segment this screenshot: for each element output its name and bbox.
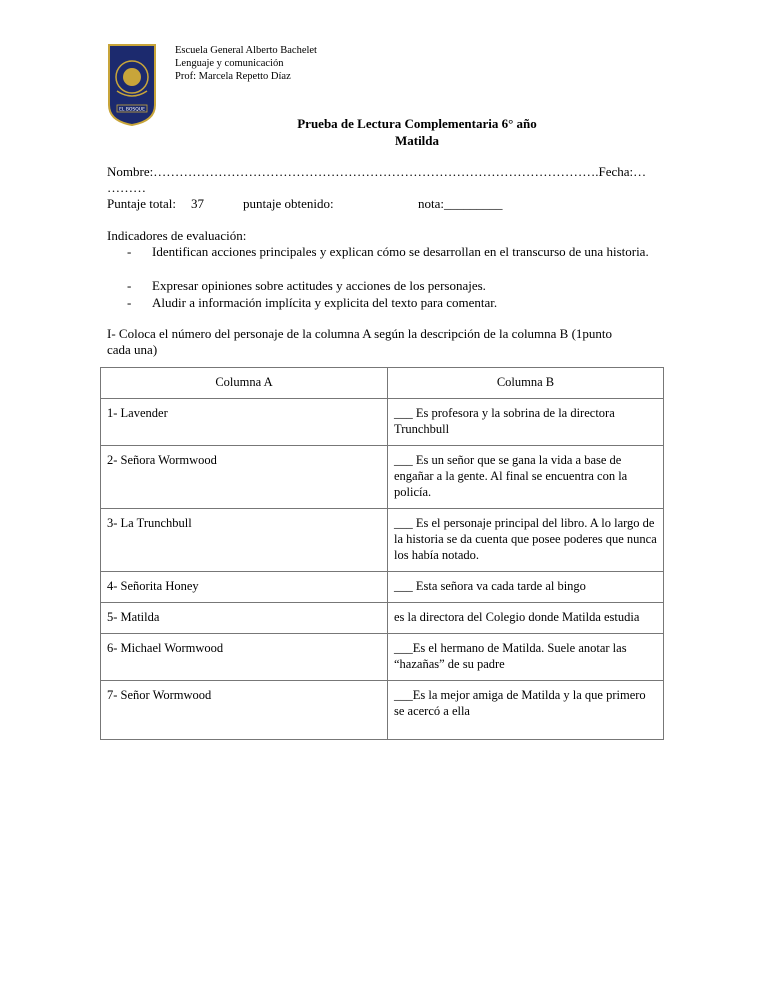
- subject-name: Lenguaje y comunicación: [175, 58, 284, 69]
- character-cell: 7- Señor Wormwood: [101, 681, 388, 740]
- school-name: Escuela General Alberto Bachelet: [175, 45, 317, 56]
- character-cell: 1- Lavender: [101, 399, 388, 446]
- table-row: [101, 446, 664, 509]
- name-date-field[interactable]: Nombre:………………………………………………………………………………………….Fecha:…: [107, 164, 647, 179]
- total-score-value: 37: [191, 196, 204, 211]
- table-row: [101, 634, 664, 681]
- total-score-label: Puntaje total:: [107, 196, 176, 211]
- description-cell[interactable]: ___ Es el personaje principal del libro. A lo largo de la historia se da cuenta que posee poderes que nunca los había notado.: [388, 509, 664, 572]
- page-title: [0, 115, 768, 149]
- teacher-name: Prof: Marcela Repetto Díaz: [175, 71, 291, 82]
- title-line-1: Prueba de Lectura Complementaria 6° año: [297, 116, 537, 131]
- character-cell: 4- Señorita Honey: [101, 572, 388, 603]
- character-cell: 3- La Trunchbull: [101, 509, 388, 572]
- column-b-header: Columna B: [388, 368, 664, 399]
- school-header: [175, 44, 317, 83]
- column-a-header: Columna A: [101, 368, 388, 399]
- indicator-text: Aludir a información implícita y explicita del texto para comentar.: [152, 295, 498, 310]
- logo-text: EL BOSQUE: [119, 107, 145, 113]
- table-row: [101, 572, 664, 603]
- table-row: [101, 509, 664, 572]
- table-row: [101, 399, 664, 446]
- description-cell[interactable]: ___Es la mejor amiga de Matilda y la que primero se acercó a ella: [388, 681, 664, 740]
- description-cell[interactable]: ___ Es profesora y la sobrina de la directora Trunchbull: [388, 399, 664, 446]
- character-cell: 2- Señora Wormwood: [101, 446, 388, 509]
- indicator-text: Identifican acciones principales y explican cómo se desarrollan en el transcurso de una historia.: [152, 244, 649, 259]
- indicators-heading: Indicadores de evaluación:: [107, 228, 247, 243]
- instruction-line-1: I- Coloca el número del personaje de la columna A según la descripción de la columna B (1punto: [107, 326, 613, 341]
- instruction-line-2: cada una): [107, 342, 158, 357]
- character-cell: 6- Michael Wormwood: [101, 634, 388, 681]
- description-cell[interactable]: ___ Es un señor que se gana la vida a base de engañar a la gente. Al final se encuentra con la policía.: [388, 446, 664, 509]
- description-cell[interactable]: ___ Esta señora va cada tarde al bingo: [388, 572, 664, 603]
- matching-table: [100, 367, 664, 740]
- indicator-text: Expresar opiniones sobre actitudes y acciones de los personajes.: [152, 278, 486, 293]
- name-date-field-cont: ………: [107, 180, 146, 195]
- table-header-row: [101, 368, 664, 399]
- character-cell: 5- Matilda: [101, 603, 388, 634]
- table-row: [101, 603, 664, 634]
- obtained-score-label[interactable]: puntaje obtenido:: [243, 196, 334, 211]
- description-cell[interactable]: ___Es el hermano de Matilda. Suele anotar las “hazañas” de su padre: [388, 634, 664, 681]
- description-cell[interactable]: es la directora del Colegio donde Matilda estudia: [388, 603, 664, 634]
- grade-field[interactable]: nota:_________: [418, 196, 503, 211]
- table-row: [101, 681, 664, 740]
- title-line-2: Matilda: [394, 133, 440, 148]
